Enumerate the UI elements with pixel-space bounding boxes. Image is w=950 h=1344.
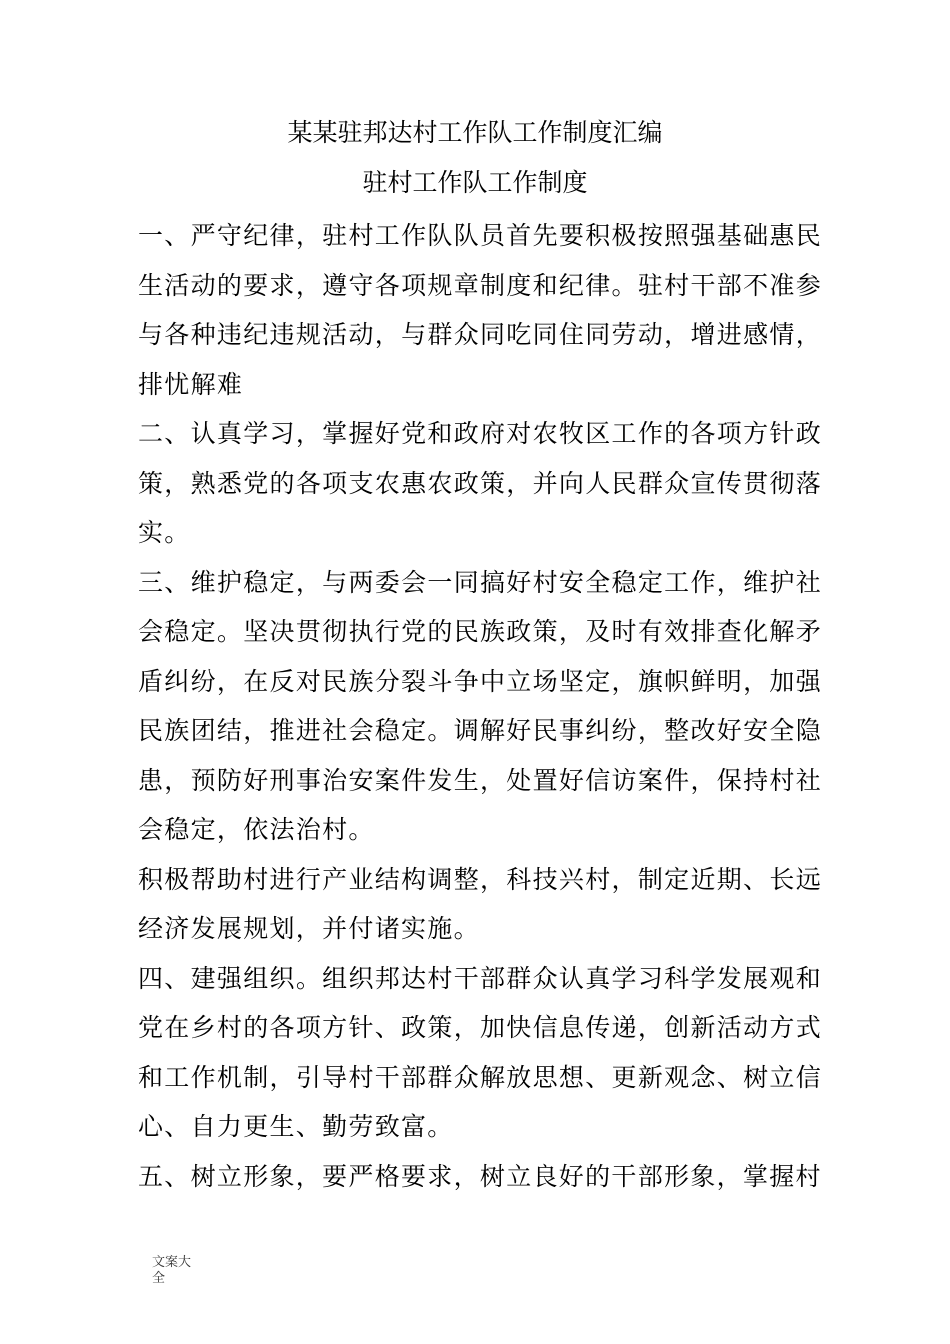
- document-subtitle: 驻村工作队工作制度: [362, 168, 588, 197]
- paragraph-study: 二、认真学习，掌握好党和政府对农牧区工作的各项方针政策，熟悉党的各项支农惠农政策，并向人民群众宣传贯彻落实。: [138, 419, 822, 547]
- footer-watermark-text: 文案大全: [152, 1255, 192, 1286]
- document-body: [138, 211, 822, 1201]
- paragraph-discipline: 一、严守纪律，驻村工作队队员首先要积极按照强基础惠民生活动的要求，遵守各项规章制度和纪律。驻村干部不准参与各种违纪违规活动，与群众同吃同住同劳动，增进感情，排忧解难: [138, 221, 822, 399]
- paragraph-industry: 积极帮助村进行产业结构调整，科技兴村，制定近期、长远经济发展规划，并付诸实施。: [138, 864, 822, 943]
- paragraph-stability: 三、维护稳定，与两委会一同搞好村安全稳定工作，维护社会稳定。坚决贯彻执行党的民族政策，及时有效排查化解矛盾纠纷，在反对民族分裂斗争中立场坚定，旗帜鲜明，加强民族团结，推进社会稳定。调解好民事纠纷，整改好安全隐患，预防好刑事治安案件发生，处置好信访案件，保持村社会稳定，依法治村。: [138, 567, 822, 844]
- paragraph-organization: 四、建强组织。组织邦达村干部群众认真学习科学发展观和党在乡村的各项方针、政策，加快信息传递，创新活动方式和工作机制，引导村干部群众解放思想、更新观念、树立信心、自力更生、勤劳致富。: [138, 963, 822, 1141]
- paragraph-image: 五、树立形象，要严格要求，树立良好的干部形象，掌握村: [138, 1161, 822, 1191]
- document-title: 某某驻邦达村工作队工作制度汇编: [287, 118, 663, 147]
